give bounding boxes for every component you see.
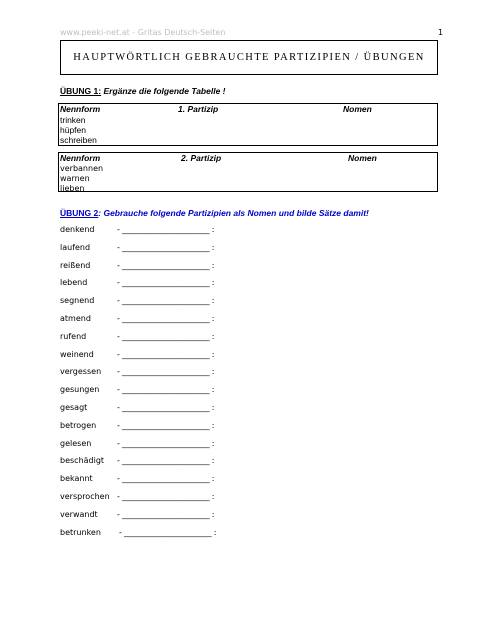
exercise1-label: ÜBUNG 1: (60, 86, 102, 96)
answer-blank[interactable]: - _______________________ : (117, 260, 215, 270)
answer-blank[interactable]: - _______________________ : (117, 225, 215, 234)
list-item (60, 295, 260, 313)
answer-blank[interactable]: - _______________________ : (117, 420, 215, 430)
answer-blank[interactable]: - _______________________ : (117, 509, 215, 519)
table-2-header-col2: 2. Partizip (181, 153, 222, 163)
table-1-row: hüpfen (60, 125, 86, 135)
participle-word: rufend (60, 331, 87, 341)
list-item (60, 313, 260, 331)
exercise1-heading (60, 86, 225, 96)
answer-blank[interactable]: - _______________________ : (117, 349, 215, 359)
list-item (60, 402, 260, 420)
answer-blank[interactable]: - _______________________ : (119, 527, 217, 537)
participle-word: betrogen (60, 420, 97, 430)
participle-word: laufend (60, 242, 91, 252)
table-1-header-col3: Nomen (343, 104, 372, 114)
table-2-row: warnen (60, 174, 90, 183)
table-1-row: trinken (60, 115, 86, 125)
exercise2-label: ÜBUNG 2 (60, 208, 99, 218)
answer-blank[interactable]: - _______________________ : (117, 313, 215, 323)
exercise2-word-list (60, 224, 260, 544)
table-2 (58, 152, 438, 192)
participle-word: reißend (60, 260, 91, 270)
participle-word: beschädigt (60, 456, 105, 466)
answer-blank[interactable]: - _______________________ : (117, 456, 215, 466)
answer-blank[interactable]: - _______________________ : (117, 474, 215, 484)
table-1-header-col1: Nennform (60, 104, 101, 114)
table-2-header (59, 153, 437, 164)
participle-word: denkend (60, 225, 95, 234)
table-2-row: lieben (60, 184, 85, 193)
participle-word: betrunken (60, 527, 101, 537)
answer-blank[interactable]: - _______________________ : (117, 491, 215, 501)
participle-word: bekannt (60, 474, 93, 484)
answer-blank[interactable]: - _______________________ : (117, 385, 215, 395)
answer-blank[interactable]: - _______________________ : (117, 296, 215, 306)
table-1-header (59, 104, 437, 115)
table-1-row: schreiben (60, 135, 97, 145)
list-item (60, 349, 260, 367)
exercise2-task: : Gebrauche folgende Partizipien als Nomen und bilde Sätze damit! (98, 208, 369, 218)
participle-word: atmend (60, 313, 91, 323)
table-2-row: verbannen (60, 164, 104, 173)
table-2-header-col1: Nennform (60, 153, 101, 163)
list-item (60, 242, 260, 260)
exercise2-heading (60, 208, 369, 218)
participle-word: gelesen (60, 438, 92, 448)
answer-blank[interactable]: - _______________________ : (117, 402, 215, 412)
list-item (60, 366, 260, 384)
list-item (60, 224, 260, 242)
list-item (60, 260, 260, 278)
table-2-header-col3: Nomen (348, 153, 377, 163)
answer-blank[interactable]: - _______________________ : (117, 367, 215, 377)
participle-word: vergessen (60, 367, 102, 377)
list-item (60, 331, 260, 349)
exercise1-task: Ergänze die folgende Tabelle ! (103, 86, 226, 96)
list-item (60, 277, 260, 295)
list-item (60, 420, 260, 438)
participle-word: verwandt (60, 509, 98, 519)
list-item (60, 491, 260, 509)
answer-blank[interactable]: - _______________________ : (117, 438, 215, 448)
answer-blank[interactable]: - _______________________ : (117, 242, 215, 252)
list-item (60, 509, 260, 527)
answer-blank[interactable]: - _______________________ : (117, 331, 215, 341)
participle-word: weinend (60, 349, 94, 359)
table-1-header-col2: 1. Partizip (178, 104, 219, 114)
list-item (60, 438, 260, 456)
list-item (60, 455, 260, 473)
table-1 (58, 103, 438, 146)
list-item (60, 527, 260, 545)
list-item (60, 384, 260, 402)
page-number: 1 (438, 28, 444, 37)
title-box (60, 40, 438, 75)
header-site-text: www.peeki-net.at - Gritas Deutsch-Seiten (60, 28, 226, 37)
list-item (60, 473, 260, 491)
participle-word: gesagt (60, 402, 88, 412)
answer-blank[interactable]: - _______________________ : (117, 278, 215, 288)
participle-word: versprochen (60, 491, 110, 501)
page-title: HAUPTWÖRTLICH GEBRAUCHTE PARTIZIPIEN / ÜBUNGEN (73, 51, 425, 63)
participle-word: lebend (60, 278, 88, 288)
participle-word: segnend (60, 296, 95, 306)
participle-word: gesungen (60, 385, 100, 395)
